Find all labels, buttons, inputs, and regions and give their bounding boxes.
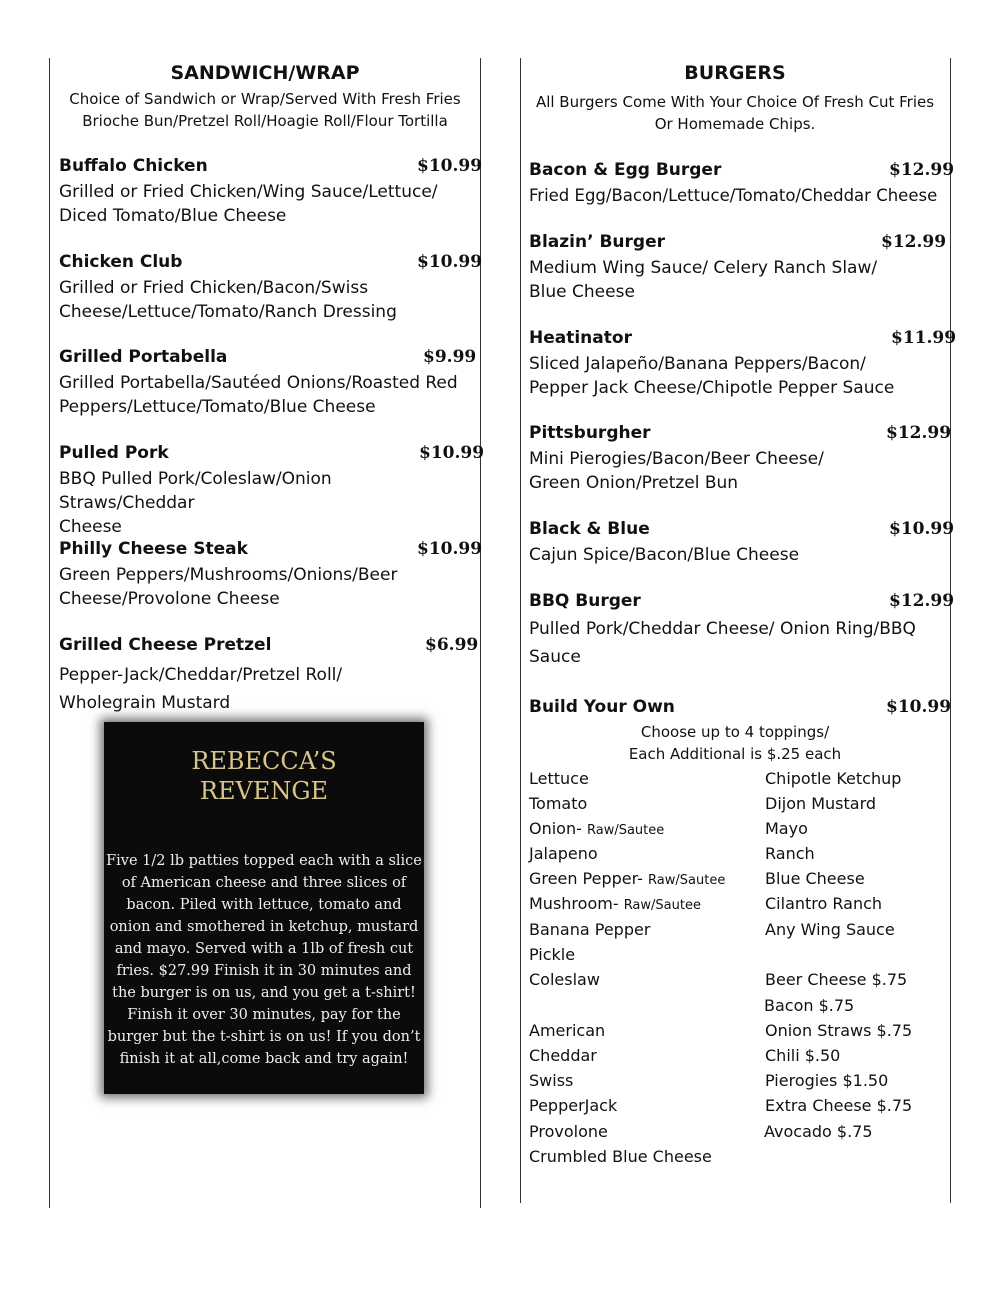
item-price: $10.99 xyxy=(419,443,485,463)
item-name: Heatinator xyxy=(529,328,632,348)
item-price: $9.99 xyxy=(423,347,477,367)
item-description: Sliced Jalapeño/Banana Peppers/Bacon/ Pepper Jack Cheese/Chipotle Pepper Sauce xyxy=(529,354,895,398)
item-name: Build Your Own xyxy=(529,697,675,717)
topping-item: Lettuce xyxy=(529,769,589,788)
menu-item xyxy=(59,347,477,419)
topping-item: Avocado $.75 xyxy=(764,1122,873,1141)
item-price: $12.99 xyxy=(886,423,952,443)
topping-item: American xyxy=(529,1021,606,1040)
topping-item: Mushroom- Raw/Sautee xyxy=(529,894,701,913)
item-price: $10.99 xyxy=(417,252,483,272)
topping-item: Jalapeno xyxy=(529,844,598,863)
item-description: Cajun Spice/Bacon/Blue Cheese xyxy=(529,545,800,565)
menu-item xyxy=(59,635,479,717)
item-name: Chicken Club xyxy=(59,252,183,272)
menu-item xyxy=(529,328,957,400)
byo-subtitle-2: Each Additional is $.25 each xyxy=(628,745,842,763)
burgers-title: BURGERS xyxy=(684,62,786,84)
item-price: $12.99 xyxy=(889,160,955,180)
topping-item: Cilantro Ranch xyxy=(765,894,883,913)
item-name: Bacon & Egg Burger xyxy=(529,160,722,180)
topping-item: Cheddar xyxy=(529,1046,597,1065)
item-description: Mini Pierogies/Bacon/Beer Cheese/ Green Onion/Pretzel Bun xyxy=(529,449,824,493)
topping-item: Coleslaw xyxy=(529,970,600,989)
item-description: Green Peppers/Mushrooms/Onions/Beer Cheese/Provolone Cheese xyxy=(59,565,398,609)
item-name: Grilled Cheese Pretzel xyxy=(59,635,272,655)
item-description: Grilled or Fried Chicken/Bacon/Swiss Cheese/Lettuce/Tomato/Ranch Dressing xyxy=(59,278,397,322)
item-name: Blazin’ Burger xyxy=(529,232,665,252)
topping-item: Chili $.50 xyxy=(765,1046,841,1065)
sandwich-subtitle-2: Brioche Bun/Pretzel Roll/Hoagie Roll/Flour Tortilla xyxy=(82,112,448,130)
item-description: Medium Wing Sauce/ Celery Ranch Slaw/ Blue Cheese xyxy=(529,258,878,302)
topping-item: Ranch xyxy=(765,844,815,863)
topping-item: Dijon Mustard xyxy=(765,794,877,813)
topping-item: Any Wing Sauce xyxy=(765,920,895,939)
topping-item: Extra Cheese $.75 xyxy=(765,1096,913,1115)
topping-note: Raw/Sautee xyxy=(623,898,701,913)
item-name: Pittsburgher xyxy=(529,423,651,443)
menu-item xyxy=(529,160,955,208)
topping-item: Swiss xyxy=(529,1071,574,1090)
topping-item: Green Pepper- Raw/Sautee xyxy=(529,869,726,888)
item-name: BBQ Burger xyxy=(529,591,641,611)
topping-item: Blue Cheese xyxy=(765,869,865,888)
item-description: Pulled Pork/Cheddar Cheese/ Onion Ring/BBQ Sauce xyxy=(529,619,916,667)
menu-item xyxy=(59,539,483,611)
topping-item: Onion Straws $.75 xyxy=(765,1021,913,1040)
item-description: Grilled Portabella/Sautéed Onions/Roasted Red Peppers/Lettuce/Tomato/Blue Cheese xyxy=(59,373,458,417)
topping-item: Tomato xyxy=(529,794,588,813)
item-name: Black & Blue xyxy=(529,519,650,539)
item-price: $12.99 xyxy=(881,232,947,252)
topping-note: Raw/Sautee xyxy=(586,823,665,838)
item-price: $11.99 xyxy=(891,328,957,348)
sandwich-subtitle-1: Choice of Sandwich or Wrap/Served With Fresh Fries xyxy=(69,90,461,108)
item-description: Pepper-Jack/Cheddar/Pretzel Roll/ Wholegrain Mustard xyxy=(59,665,343,713)
menu-item xyxy=(59,156,483,228)
menu-item xyxy=(529,423,952,495)
item-name: Buffalo Chicken xyxy=(59,156,208,176)
topping-item: Pierogies $1.50 xyxy=(765,1071,889,1090)
topping-item: Chipotle Ketchup xyxy=(765,769,902,788)
item-name: Pulled Pork xyxy=(59,443,169,463)
divider-right xyxy=(950,58,951,1203)
menu-item xyxy=(59,252,483,324)
item-price: $10.99 xyxy=(886,697,952,717)
item-name: Grilled Portabella xyxy=(59,347,228,367)
rebeccas-revenge-promo xyxy=(104,722,424,1094)
item-price: $12.99 xyxy=(889,591,955,611)
topping-note: Raw/Sautee xyxy=(648,873,726,888)
topping-item: Provolone xyxy=(529,1122,608,1141)
divider-center xyxy=(480,58,481,1208)
topping-item: Banana Pepper xyxy=(529,920,651,939)
menu-item xyxy=(529,232,947,304)
topping-item: PepperJack xyxy=(529,1096,618,1115)
build-your-own xyxy=(529,697,952,765)
divider-mid xyxy=(520,58,521,1203)
menu-item xyxy=(529,591,955,671)
item-price: $10.99 xyxy=(417,539,483,559)
burgers-section xyxy=(529,60,957,1170)
burgers-subtitle-2: Or Homemade Chips. xyxy=(654,115,816,133)
item-description: BBQ Pulled Pork/Coleslaw/Onion Straws/Cheddar Cheese xyxy=(59,469,332,537)
topping-item: Beer Cheese $.75 xyxy=(765,970,908,989)
burgers-subtitle-1: All Burgers Come With Your Choice Of Fresh Cut Fries xyxy=(535,93,935,111)
topping-item: Crumbled Blue Cheese xyxy=(529,1147,712,1166)
promo-title: REBECCA’S REVENGE xyxy=(191,747,337,805)
topping-item: Pickle xyxy=(529,945,576,964)
item-price: $10.99 xyxy=(417,156,483,176)
divider-left xyxy=(49,58,50,1208)
item-price: $6.99 xyxy=(425,635,479,655)
topping-item: Mayo xyxy=(765,819,808,838)
item-description: Fried Egg/Bacon/Lettuce/Tomato/Cheddar Cheese xyxy=(529,186,938,205)
sandwich-title: SANDWICH/WRAP xyxy=(170,62,360,84)
byo-subtitle-1: Choose up to 4 toppings/ xyxy=(640,723,830,741)
item-name: Philly Cheese Steak xyxy=(59,539,248,559)
topping-item: Onion- Raw/Sautee xyxy=(529,819,665,838)
item-description: Grilled or Fried Chicken/Wing Sauce/Lettuce/ Diced Tomato/Blue Cheese xyxy=(59,182,438,226)
topping-item: Bacon $.75 xyxy=(764,996,855,1015)
promo-text: Five 1/2 lb patties topped each with a slice of American cheese and three slices of bacon. Piled with lettuce, tomato and onion and smothered in ketchup, mustard and mayo. Served with a 1lb of fresh cut fries. $27.99 Finish it in 30 minutes and the burger is on us, and you get a t-shirt! Finish it over 30 minutes, pay for the burger but the t-shirt is on us! If you don’t finish it at all,come back and try again! xyxy=(106,853,422,1067)
menu-item xyxy=(59,443,485,539)
menu-item xyxy=(529,519,955,567)
item-price: $10.99 xyxy=(889,519,955,539)
